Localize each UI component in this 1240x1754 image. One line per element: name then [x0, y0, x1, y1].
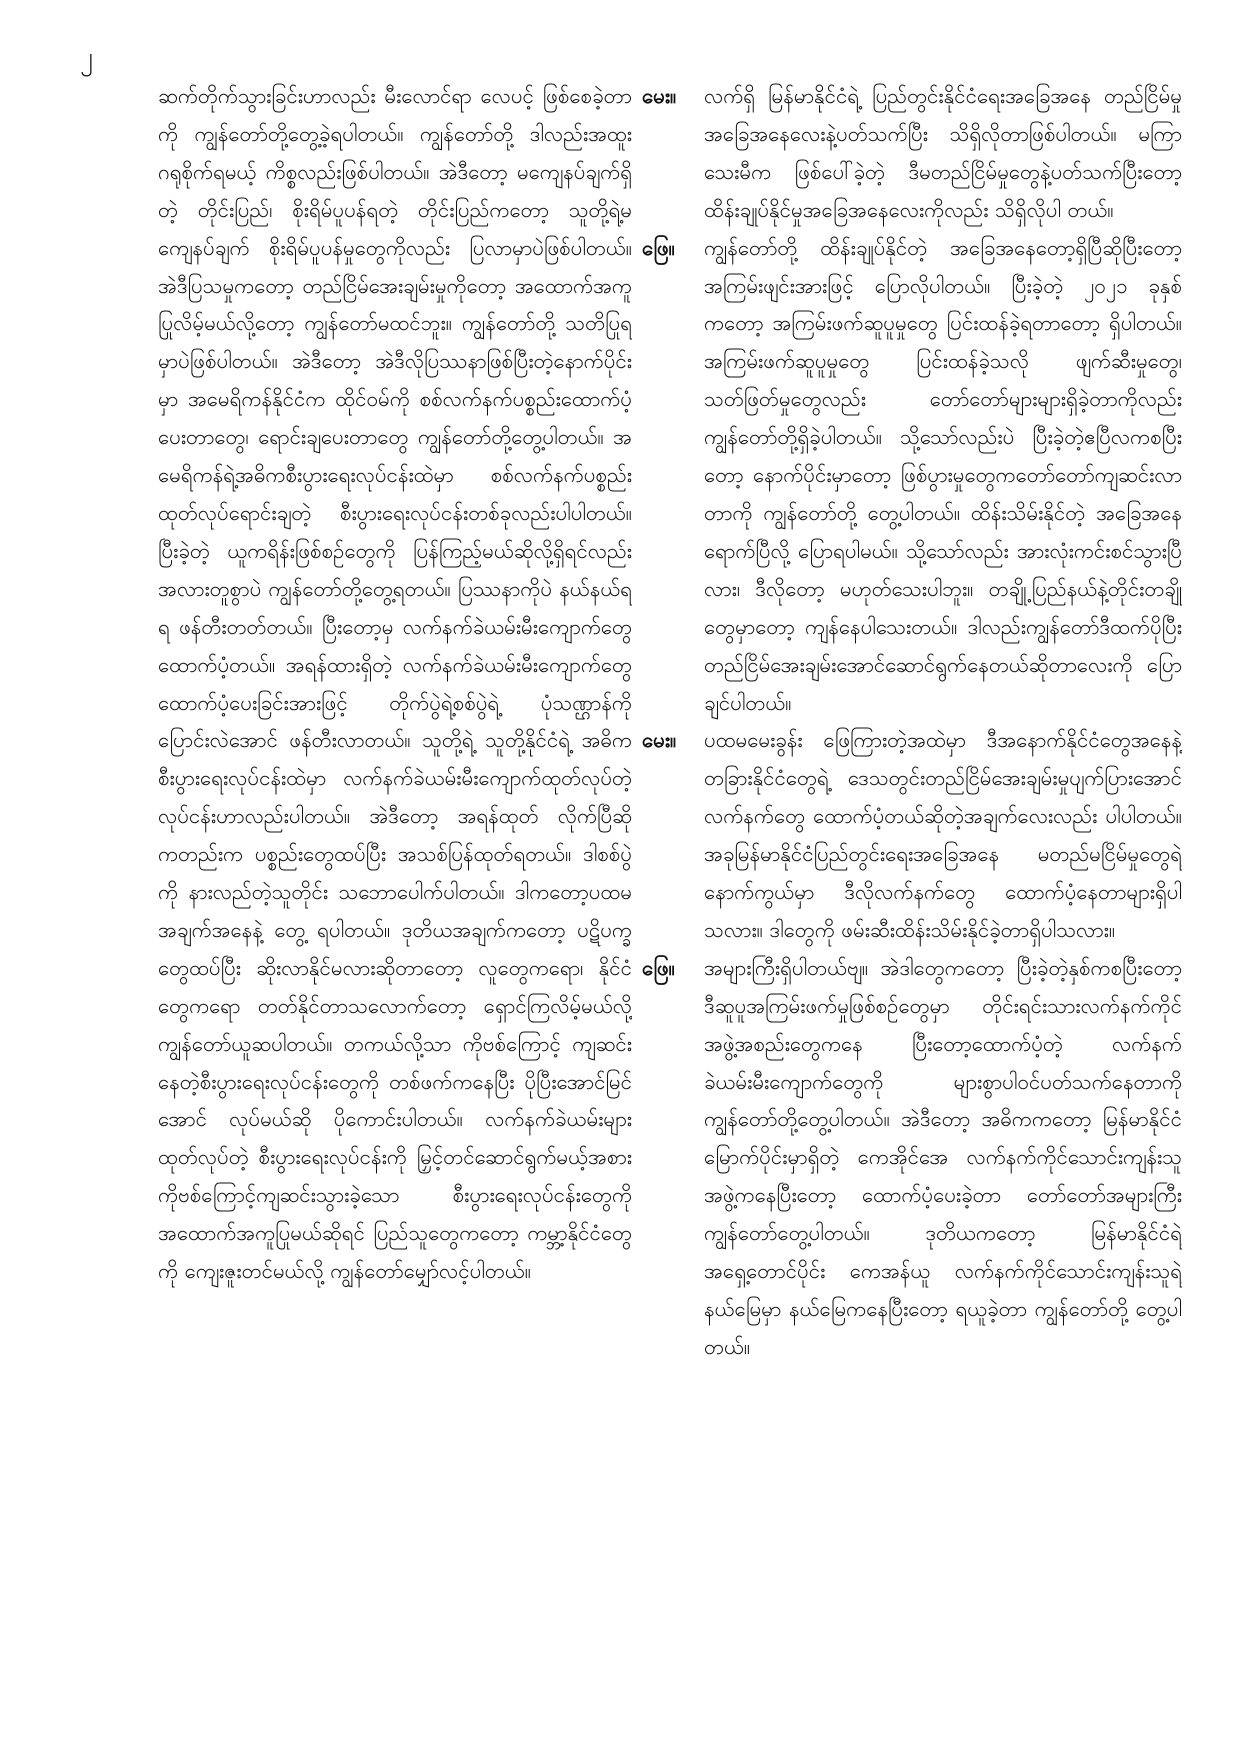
qa-entry-question-1 [642, 78, 1182, 230]
qa-entry-answer-1 [642, 230, 1182, 723]
left-column [158, 78, 632, 1718]
answer-text: ကျွန်တော်တို့ ထိန်းချုပ်နိုင်တဲ့ အခြေအနေတော့ရှိပြီဆိုပြီးတော့ အကြမ်းဖျင်းအားဖြင့် ပြောလိုပါတယ်။ ပြီးခဲ့တဲ့ ၂၀၂၁ ခုနှစ်ကတော့ အကြမ်းဖက်ဆူပူမှုတွေ ပြင်းထန်ခဲ့ရတာတော့ ရှိပါတယ်။ အကြမ်းဖက်ဆူပူမှုတွေ ပြင်းထန်ခဲ့သလို ဖျက်ဆီးမှုတွေ၊ သတ်ဖြတ်မှုတွေလည်း တော်တော်များများရှိခဲ့တာကိုလည်း ကျွန်တော်တို့ရှိခဲ့ပါတယ်။ သို့သော်လည်းပဲ ပြီးခဲ့တဲ့ဧပြီလကစပြီးတော့ နောက်ပိုင်းမှာတော့ ဖြစ်ပွားမှုတွေကတော်တော်ကျဆင်းလာတာကို ကျွန်တော်တို့ တွေ့ပါတယ်။ ထိန်းသိမ်းနိုင်တဲ့ အခြေအနေရောက်ပြီလို့ ပြောရပါမယ်။ သို့သော်လည်း အားလုံးကင်းစင်သွားပြီလား၊ ဒီလိုတော့ မဟုတ်သေးပါဘူး။ တချို့ပြည်နယ်နဲ့တိုင်းတချို့တွေမှာတော့ ကျန်နေပါသေးတယ်။ ဒါလည်းကျွန်တော်ဒီထက်ပိုပြီး တည်ငြိမ်အေးချမ်းအောင်ဆောင်ရွက်နေတယ်ဆိုတာလေးကို ပြောချင်ပါတယ်။ [704, 235, 1182, 715]
qa-entry-question-2 [642, 722, 1182, 949]
left-column-paragraph: ဆက်တိုက်သွားခြင်းဟာလည်း မီးလောင်ရာ လေပင့် ဖြစ်စေခဲ့တာကို ကျွန်တော်တို့တွေ့ခဲ့ရပါတယ်။ ကျွန်တော်တို့ ဒါလည်းအထူးဂရုစိုက်ရမယ့် ကိစ္စလည်းဖြစ်ပါတယ်။ အဲဒီတော့ မကျေနပ်ချက်ရှိတဲ့ တိုင်းပြည်၊ စိုးရိမ်ပူပန်ရတဲ့ တိုင်းပြည်ကတော့ သူတို့ရဲ့မကျေနပ်ချက် စိုးရိမ်ပူပန်မှုတွေကိုလည်း ပြလာမှာပဲဖြစ်ပါတယ်။ အဲဒီပြသမှုကတော့ တည်ငြိမ်အေးချမ်းမှုကိုတော့ အထောက်အကူပြုလိမ့်မယ်လို့တော့ ကျွန်တော်မထင်ဘူး။ ကျွန်တော်တို့ သတိပြုရမှာပဲဖြစ်ပါတယ်။ အဲဒီတော့ အဲဒီလိုပြဿနာဖြစ်ပြီးတဲ့နောက်ပိုင်းမှာ အမေရိကန်နိုင်ငံက ထိုင်ဝမ်ကို စစ်လက်နက်ပစ္စည်းထောက်ပံ့ပေးတာတွေ၊ ရောင်းချပေးတာတွေ ကျွန်တော်တို့တွေ့ပါတယ်။ အမေရိကန်ရဲ့အဓိကစီးပွားရေးလုပ်ငန်းထဲမှာ စစ်လက်နက်ပစ္စည်းထုတ်လုပ်ရောင်းချတဲ့ စီးပွားရေးလုပ်ငန်းတစ်ခုလည်းပါပါတယ်။ ပြီးခဲ့တဲ့ ယူကရိန်းဖြစ်စဉ်တွေကို ပြန်ကြည့်မယ်ဆိုလို့ရှိရင်လည်း အလားတူစွာပဲ ကျွန်တော်တို့တွေ့ရတယ်။ ပြဿနာကိုပဲ နယ်နယ်ရရ ဖန်တီးတတ်တယ်။ ပြီးတော့မှ လက်နက်ခဲယမ်းမီးကျောက်တွေ ထောက်ပံ့တယ်။ အရန်ထားရှိတဲ့ လက်နက်ခဲယမ်းမီးကျောက်တွေ ထောက်ပံ့ပေးခြင်းအားဖြင့် တိုက်ပွဲရဲ့စစ်ပွဲရဲ့ ပုံသဏ္ဌာန်ကို ပြောင်းလဲအောင် ဖန်တီးလာတယ်။ သူတို့ရဲ့ သူတို့နိုင်ငံရဲ့ အဓိကစီးပွားရေးလုပ်ငန်းထဲမှာ လက်နက်ခဲယမ်းမီးကျောက်ထုတ်လုပ်တဲ့ လုပ်ငန်းဟာလည်းပါတယ်။ အဲဒီတော့ အရန်ထုတ် လိုက်ပြီဆိုကတည်းက ပစ္စည်းတွေထပ်ပြီး အသစ်ပြန်ထုတ်ရတယ်။ ဒါစစ်ပွဲကို နားလည်တဲ့သူတိုင်း သဘောပေါက်ပါတယ်။ ဒါကတော့ပထမအချက်အနေနဲ့ တွေ့ ရပါတယ်။ ဒုတိယအချက်ကတော့ ပဋိပက္ခတွေထပ်ပြီး ဆိုးလာနိုင်မလားဆိုတာတော့ လူတွေကရော၊ နိုင်ငံတွေကရော တတ်နိုင်တာသလောက်တော့ ရှောင်ကြလိမ့်မယ်လို့ ကျွန်တော်ယူဆပါတယ်။ တကယ်လို့သာ ကိုဗစ်ကြောင့် ကျဆင်းနေတဲ့စီးပွားရေးလုပ်ငန်းတွေကို တစ်ဖက်ကနေပြီး ပိုပြီးအောင်မြင်အောင် လုပ်မယ်ဆို ပိုကောင်းပါတယ်။ လက်နက်ခဲယမ်းများထုတ်လုပ်တဲ့ စီးပွားရေးလုပ်ငန်းကို မြှင့်တင်ဆောင်ရွက်မယ့်အစား ကိုဗစ်ကြောင့်ကျဆင်းသွားခဲ့သော စီးပွားရေးလုပ်ငန်းတွေကို အထောက်အကူပြုမယ်ဆိုရင် ပြည်သူတွေကတော့ ကမ္ဘာ့နိုင်ငံတွေကို ကျေးဇူးတင်မယ်လို့ ကျွန်တော်မျှော်လင့်ပါတယ်။ [158, 84, 632, 1284]
page-number: ၂ [80, 42, 93, 72]
answer-label: ဖြေ။ [642, 955, 675, 980]
question-text: လက်ရှိ မြန်မာနိုင်ငံရဲ့ ပြည်တွင်းနိုင်ငံရေးအခြေအနေ တည်ငြိမ်မှုအခြေအနေလေးနဲ့ပတ်သက်ပြီး သိရှိလိုတာဖြစ်ပါတယ်။ မကြာသေးမီက ဖြစ်ပေါ်ခဲ့တဲ့ ဒီမတည်ငြိမ်မှုတွေနဲ့ပတ်သက်ပြီးတော့ ထိန်းချုပ်နိုင်မှုအခြေအနေလေးကိုလည်း သိရှိလိုပါ တယ်။ [704, 84, 1182, 222]
question-label: မေး။ [642, 84, 677, 108]
answer-label: ဖြေ။ [642, 235, 675, 260]
qa-entry-answer-2 [642, 950, 1182, 1367]
question-text: ပထမမေးခွန်း ဖြေကြားတဲ့အထဲမှာ ဒီအနောက်နိုင်ငံတွေအနေနဲ့ တခြားနိုင်ငံတွေရဲ့ ဒေသတွင်းတည်ငြိမ်အေးချမ်းမှုပျက်ပြားအောင် လက်နက်တွေ ထောက်ပံ့တယ်ဆိုတဲ့အချက်လေးလည်း ပါပါတယ်။ အခုမြန်မာနိုင်ငံပြည်တွင်းရေးအခြေအနေ မတည်မငြိမ်မှုတွေရဲ့နောက်ကွယ်မှာ ဒီလိုလက်နက်တွေ ထောက်ပံ့နေတာများရှိပါသလား။ ဒါတွေကို ဖမ်းဆီးထိန်းသိမ်းနိုင်ခဲ့တာရှိပါသလား။ [704, 728, 1182, 942]
answer-text: အများကြီးရှိပါတယ်ဗျ။ အဲဒါတွေကတော့ ပြီးခဲ့တဲ့နှစ်ကစပြီးတော့ ဒီဆူပူအကြမ်းဖက်မှုဖြစ်စဉ်တွေမှာ တိုင်းရင်းသားလက်နက်ကိုင်အဖွဲ့အစည်းတွေကနေ ပြီးတော့ထောက်ပံ့တဲ့ လက်နက်ခဲယမ်းမီးကျောက်တွေကို များစွာပါဝင်ပတ်သက်နေတာကို ကျွန်တော်တို့တွေ့ပါတယ်။ အဲဒီတော့ အဓိကကတော့ မြန်မာနိုင်ငံမြောက်ပိုင်းမှာရှိတဲ့ ကေအိုင်အေ လက်နက်ကိုင်သောင်းကျန်းသူအဖွဲ့ကနေပြီးတော့ ထောက်ပံ့ပေးခဲ့တာ တော်တော်အများကြီး ကျွန်တော်တွေ့ပါတယ်။ ဒုတိယကတော့ မြန်မာနိုင်ငံရဲ့ အရှေ့တောင်ပိုင်း ကေအန်ယူ လက်နက်ကိုင်သောင်းကျန်းသူရဲ့ နယ်မြေမှာ နယ်မြေကနေပြီးတော့ ရယူခဲ့တာ ကျွန်တော်တို့ တွေ့ပါတယ်။ [704, 955, 1182, 1359]
right-column [642, 78, 1182, 1718]
question-label: မေး။ [642, 728, 677, 753]
